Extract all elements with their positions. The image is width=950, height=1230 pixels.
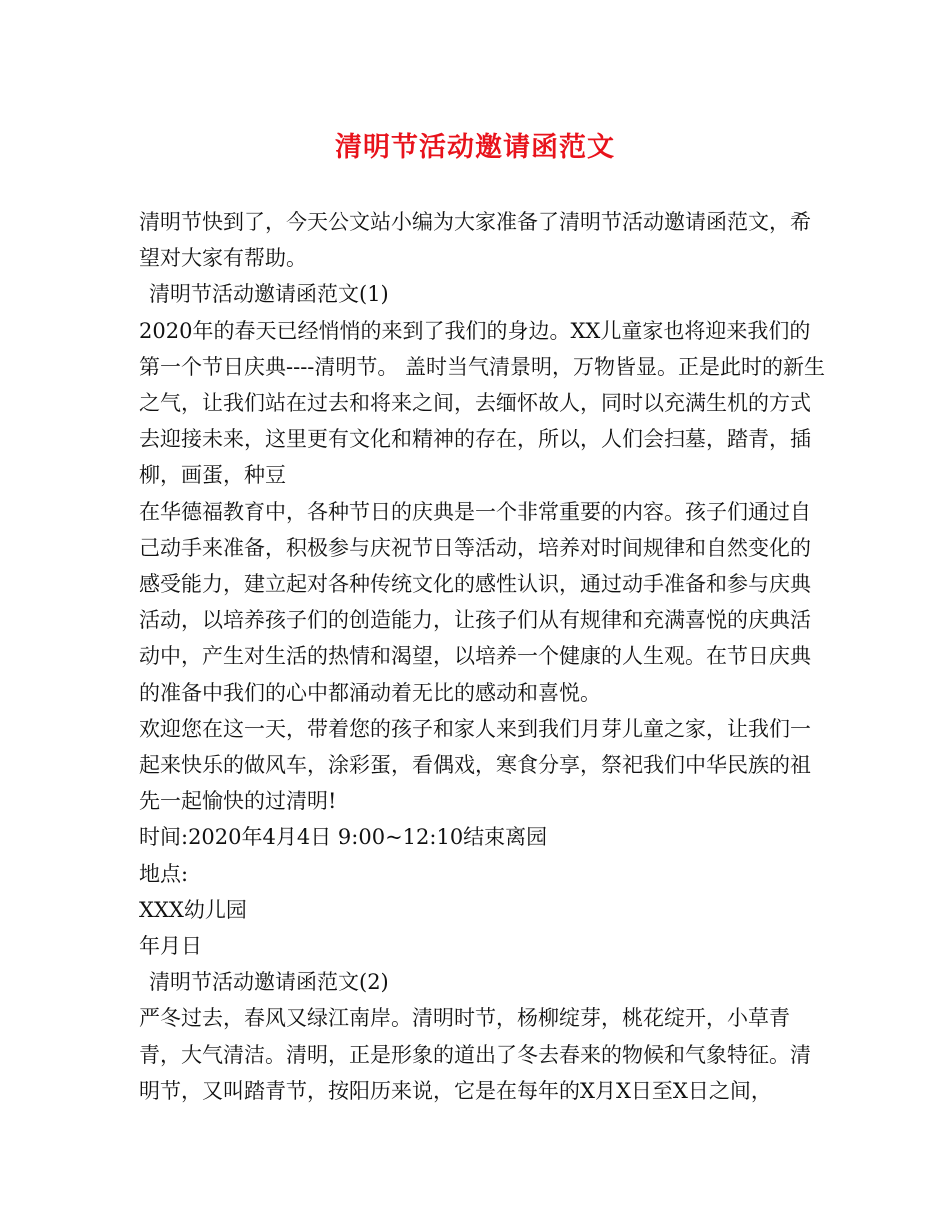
- document-body: [139, 204, 829, 1109]
- date-line: 年月日: [139, 934, 202, 959]
- document-title: 清明节活动邀请函范文: [335, 132, 615, 163]
- body-paragraph: 欢迎您在这一天，带着您的孩子和家人来到我们月芽儿童之家，让我们一起来快乐的做风车，涂彩蛋，看偶戏，寒食分享，祭祀我们中华民族的祖先一起愉快的过清明!: [139, 716, 811, 814]
- section-heading-2: 清明节活动邀请函范文(2): [149, 970, 389, 995]
- intro-paragraph: 清明节快到了，今天公文站小编为大家准备了清明节活动邀请函范文，希望对大家有帮助。: [139, 210, 811, 271]
- section-heading-1: 清明节活动邀请函范文(1): [149, 282, 389, 307]
- body-paragraph: 严冬过去，春风又绿江南岸。清明时节，杨柳绽芽，桃花绽开，小草青青，大气清洁。清明，正是形象的道出了冬去春来的物候和气象特征。清明节，又叫踏青节，按阳历来说，它是在每年的X月X日至X日之间，: [139, 1006, 811, 1103]
- event-location-label: 地点:: [139, 861, 189, 886]
- event-time: 时间:2020年4月4日 9:00~12:10结束离园: [139, 825, 548, 850]
- event-location: XXX幼儿园: [139, 897, 247, 922]
- body-paragraph: 2020年的春天已经悄悄的来到了我们的身边。XX儿童家也将迎来我们的第一个节日庆典----清明节。 盖时当气清景明，万物皆显。正是此时的新生之气，让我们站在过去和将来之间，去缅怀故人，同时以充满生机的方式去迎接未来，这里更有文化和精神的存在，所以，人们会扫墓，踏青，插柳，画蛋，种豆: [139, 318, 826, 488]
- body-paragraph: 在华德福教育中，各种节日的庆典是一个非常重要的内容。孩子们通过自己动手来准备，积极参与庆祝节日等活动，培养对时间规律和自然变化的感受能力，建立起对各种传统文化的感性认识，通过动手准备和参与庆典活动，以培养孩子们的创造能力，让孩子们从有规律和充满喜悦的庆典活动中，产生对生活的热情和渴望，以培养一个健康的人生观。在节日庆典的准备中我们的心中都涌动着无比的感动和喜悦。: [139, 499, 811, 705]
